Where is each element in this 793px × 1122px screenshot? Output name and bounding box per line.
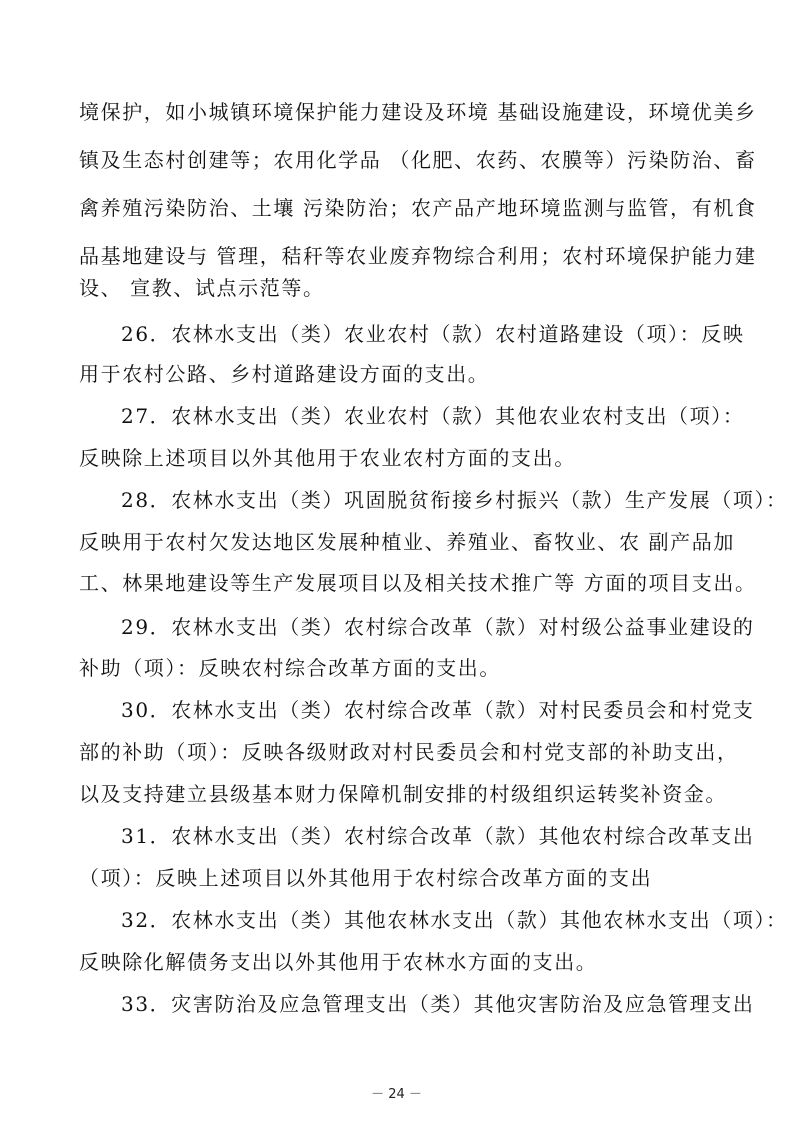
text-line: 设、 宣教、试点示范等。	[79, 276, 325, 300]
text-line: 用于农村公路、乡村道路建设方面的支出。	[79, 362, 490, 386]
paragraph-33-start: 33．灾害防治及应急管理支出（类）其他灾害防治及应急管理支出	[121, 992, 755, 1016]
page-number: － 24 －	[371, 1087, 422, 1102]
paragraph-27-start: 27．农林水支出（类）农业农村（款）其他农业农村支出（项）：	[121, 404, 745, 428]
paragraph-29-start: 29．农林水支出（类）农村综合改革（款）对村级公益事业建设的	[121, 615, 755, 639]
text-line: 反映除化解债务支出以外其他用于农林水方面的支出。	[79, 950, 598, 974]
text-line: 部的补助（项）：反映各级财政对村民委员会和村党支部的补助支出，	[79, 740, 739, 764]
text-line: 补助（项）：反映农村综合改革方面的支出。	[79, 656, 501, 680]
text-line: 境保护，如小城镇环境保护能力建设及环境 基础设施建设，环境优美乡	[79, 100, 757, 124]
text-line: 工、林果地建设等生产发展项目以及相关技术推广等 方面的项目支出。	[79, 571, 757, 595]
text-line: 禽养殖污染防治、土壤 污染防治；农产品产地环境监测与监管，有机食	[79, 196, 757, 220]
text-line: 反映除上述项目以外其他用于农业农村方面的支出。	[79, 446, 576, 470]
text-line: 以及支持建立县级基本财力保障机制安排的村级组织运转奖补资金。	[79, 782, 727, 806]
paragraph-30-start: 30．农林水支出（类）农村综合改革（款）对村民委员会和村党支	[121, 698, 755, 722]
paragraph-31-start: 31．农林水支出（类）农村综合改革（款）其他农村综合改革支出	[121, 824, 755, 848]
paragraph-32-start: 32．农林水支出（类）其他农林水支出（款）其他农林水支出（项）：	[121, 908, 788, 932]
paragraph-28-start: 28．农林水支出（类）巩固脱贫衔接乡村振兴（款）生产发展（项）：	[121, 488, 788, 512]
text-line: 反映用于农村欠发达地区发展种植业、养殖业、畜牧业、农 副产品加	[79, 530, 735, 554]
paragraph-26-start: 26．农林水支出（类）农业农村（款）农村道路建设（项）：反映	[121, 322, 745, 346]
text-line: （项）：反映上述项目以外其他用于农村综合改革方面的支出	[79, 866, 653, 890]
text-line: 品基地建设与 管理，秸秆等农业废弃物综合利用；农村环境保护能力建	[79, 244, 757, 268]
text-line: 镇及生态村创建等；农用化学品 （化肥、农药、农膜等）污染防治、畜	[79, 148, 757, 172]
